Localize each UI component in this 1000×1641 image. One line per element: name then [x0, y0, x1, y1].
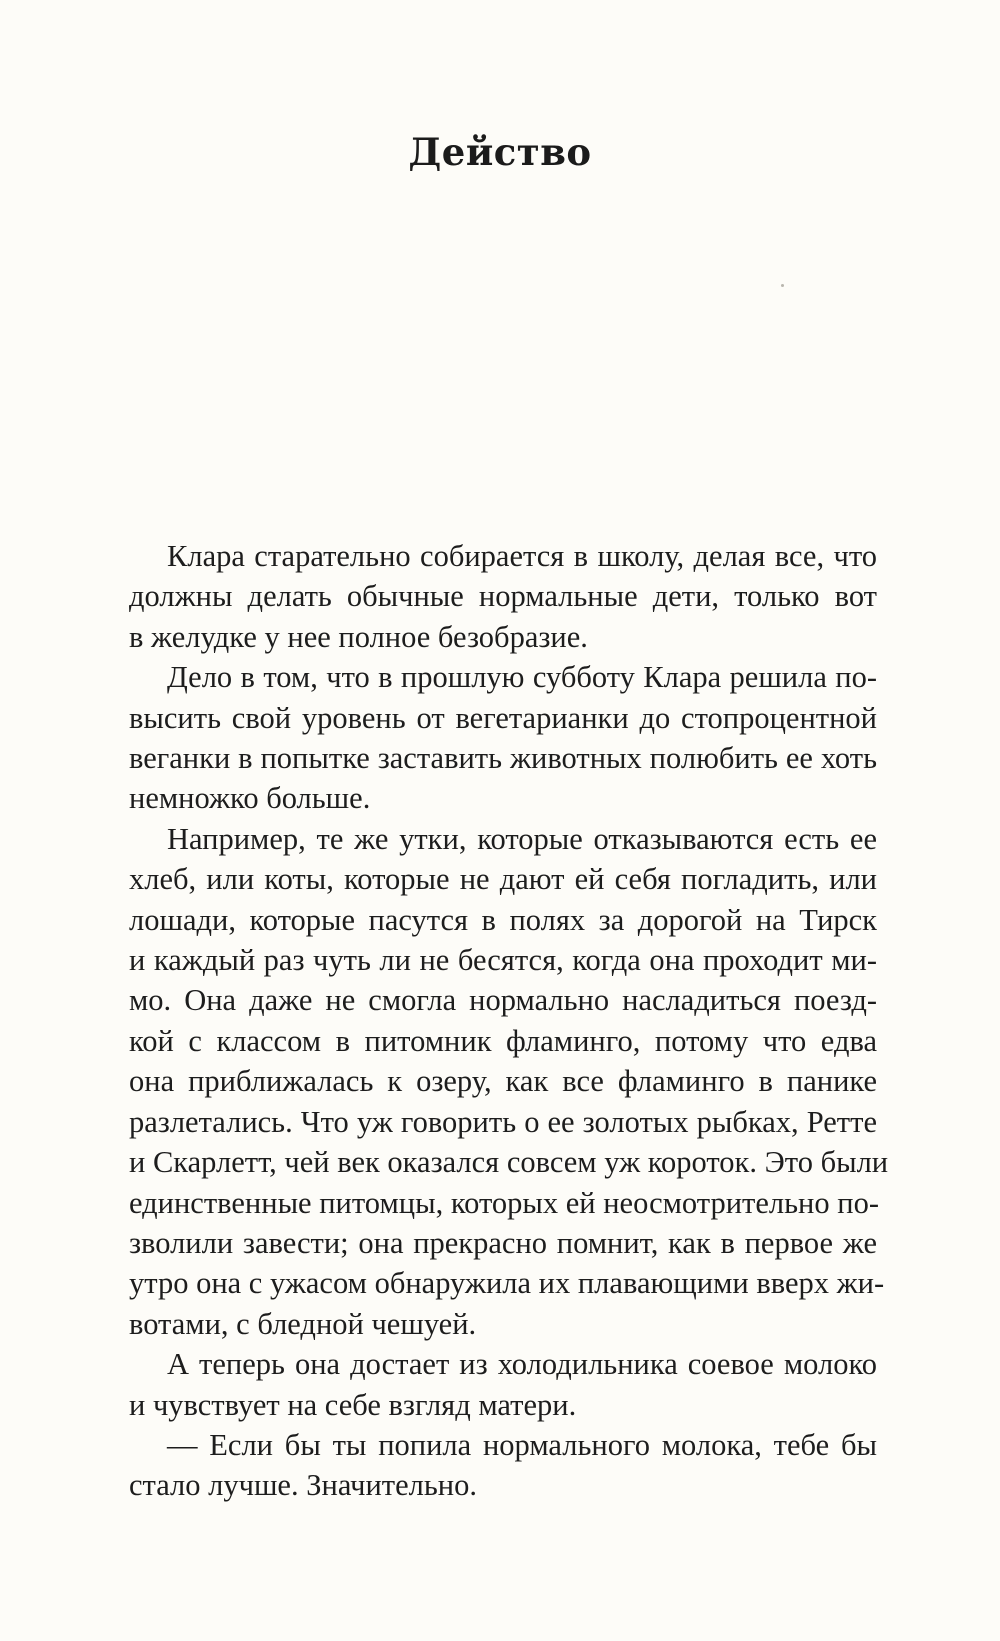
text-line: Например, те же утки, которые отказываются есть ее [167, 821, 877, 856]
text-line: стало лучше. Значительно. [129, 1468, 477, 1503]
paragraph [129, 1425, 877, 1506]
text-line: зволили завести; она прекрасно помнит, как в первое же [129, 1225, 877, 1260]
paragraph [129, 1344, 877, 1425]
text-line: утро она с ужасом обнаружила их плавающими вверх жи- [129, 1266, 885, 1301]
text-line: вотами, с бледной чешуей. [129, 1306, 477, 1341]
text-line: кой с классом в питомник фламинго, потому что едва [129, 1023, 877, 1058]
text-line: единственные питомцы, которых ей неосмотрительно по- [129, 1185, 879, 1220]
text-line: высить свой уровень от вегетарианки до стопроцентной [129, 700, 877, 735]
paragraph [129, 657, 877, 819]
text-line: хлеб, или коты, которые не дают ей себя погладить, или [129, 862, 877, 897]
text-line: и каждый раз чуть ли не бесятся, когда она проходит ми- [129, 943, 877, 978]
text-line: мо. Она даже не смогла нормально насладиться поезд- [129, 983, 877, 1018]
text-line: лошади, которые пасутся в полях за дорогой на Тирск [129, 902, 877, 937]
text-line: и чувствует на себе взгляд матери. [129, 1387, 577, 1422]
text-line: — Если бы ты попила нормального молока, тебе бы [167, 1427, 877, 1462]
text-line: веганки в попытке заставить животных полюбить ее хоть [129, 741, 877, 776]
text-line: и Скарлетт, чей век оказался совсем уж короток. Это были [129, 1145, 889, 1180]
text-line: немножко больше. [129, 781, 371, 816]
text-line: А теперь она достает из холодильника соевое молоко [167, 1347, 877, 1382]
paragraph [129, 819, 889, 1344]
paper-speck [781, 284, 784, 287]
text-line: она приближалась к озеру, как все фламинго в панике [129, 1064, 877, 1099]
text-line: Дело в том, что в прошлую субботу Клара решила по- [167, 660, 877, 695]
chapter-title: Действо [408, 130, 592, 174]
body-text [129, 536, 889, 1506]
text-line: Клара старательно собирается в школу, делая все, что [167, 539, 877, 573]
text-line: должны делать обычные нормальные дети, только вот [129, 579, 877, 614]
text-line: в желудке у нее полное безобразие. [129, 619, 588, 654]
text-line: разлетались. Что уж говорить о ее золотых рыбках, Ретте [129, 1104, 877, 1139]
paragraph [129, 536, 877, 657]
